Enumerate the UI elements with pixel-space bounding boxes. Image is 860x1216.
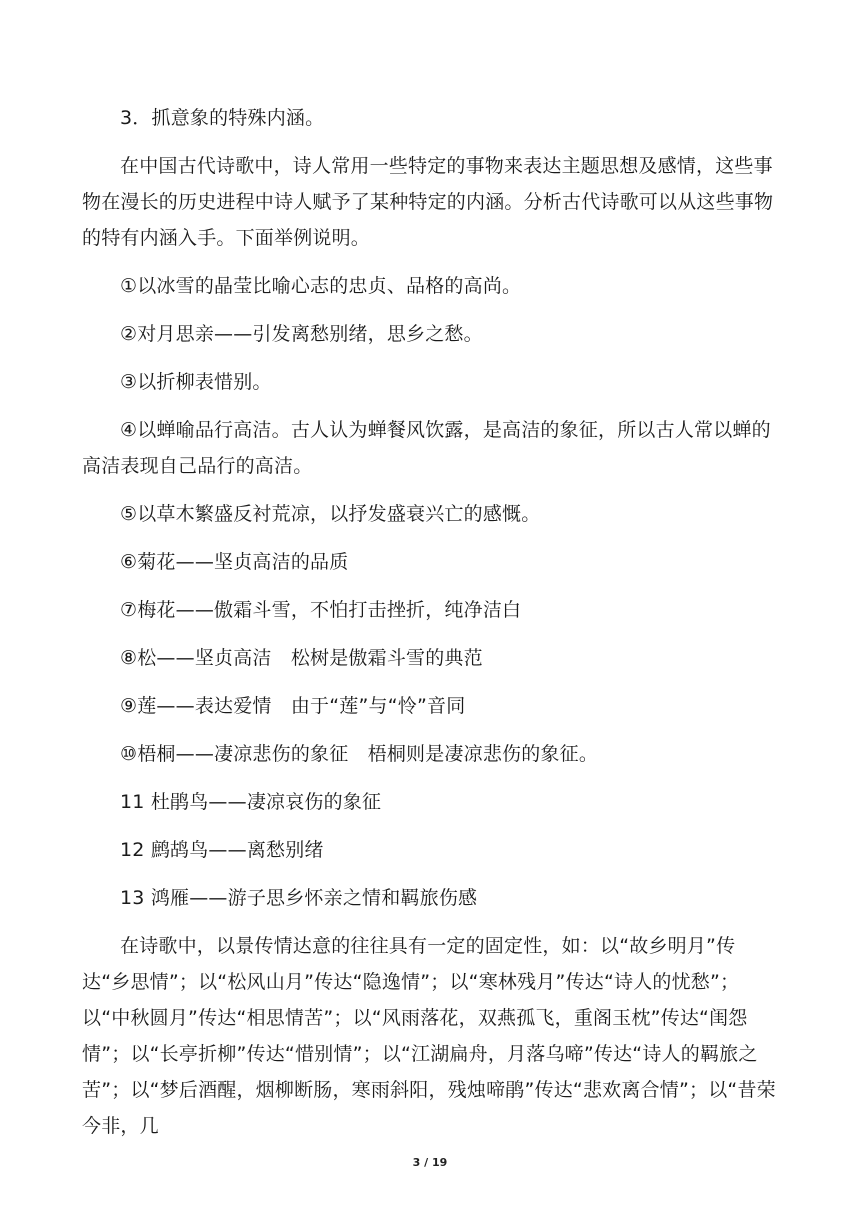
list-item: ⑤以草木繁盛反衬荒凉，以抒发盛衰兴亡的感慨。 [120,503,541,525]
list-item: ⑨莲——表达爱情 由于“莲”与“怜”音同 [120,695,466,717]
page-number: 3 / 19 [412,1156,448,1169]
list-item: ⑦梅花——傲霜斗雪，不怕打击挫折，纯净洁白 [120,599,522,621]
closing-paragraph: 在诗歌中，以景传情达意的往往具有一定的固定性，如：以“故乡明月”传达“乡思情”；以“松风山月”传达“隐逸情”；以“寒林残月”传达“诗人的忧愁”；以“中秋圆月”传达“相思情苦”；以“风雨落花，双燕孤飞，重阁玉枕”传达“闺怨情”；以“长亭折柳”传达“惜别情”；以“江湖扁舟，月落乌啼”传达“诗人的羁旅之苦”；以“梦后酒醒，烟柳断肠，寒雨斜阳，残烛啼鹃”传达“悲欢离合情”；以“昔荣今非，几 [82,935,776,1137]
list-item: 11 杜鹃鸟——凄凉哀伤的象征 [120,791,382,813]
list-item: ⑩梧桐——凄凉悲伤的象征 梧桐则是凄凉悲伤的象征。 [120,743,599,765]
list-item: ②对月思亲——引发离愁别绪，思乡之愁。 [120,323,483,345]
page-content [82,100,782,1144]
list-item: ⑧松——坚贞高洁 松树是傲霜斗雪的典范 [120,647,483,669]
section-heading: 3．抓意象的特殊内涵。 [120,107,325,129]
list-item: 12 鹧鸪鸟——离愁别绪 [120,839,324,861]
list-item: ④以蝉喻品行高洁。古人认为蝉餐风饮露，是高洁的象征，所以古人常以蝉的高洁表现自己品行的高洁。 [82,419,771,477]
list-item: ①以冰雪的晶莹比喻心志的忠贞、品格的高尚。 [120,275,522,297]
intro-paragraph: 在中国古代诗歌中，诗人常用一些特定的事物来表达主题思想及感情，这些事物在漫长的历史进程中诗人赋予了某种特定的内涵。分析古代诗歌可以从这些事物的特有内涵入手。下面举例说明。 [82,155,774,249]
list-item: 13 鸿雁——游子思乡怀亲之情和羁旅伤感 [120,887,478,909]
list-item: ③以折柳表惜别。 [120,371,272,393]
list-item: ⑥菊花——坚贞高洁的品质 [120,551,349,573]
